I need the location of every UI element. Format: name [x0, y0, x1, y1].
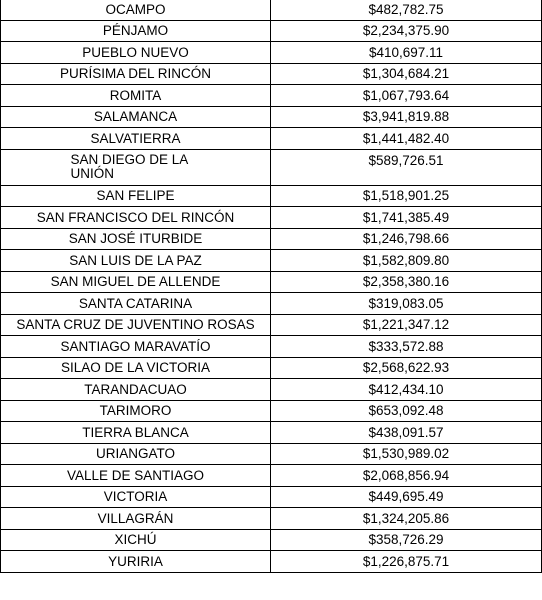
amount-cell: $1,518,901.25 [271, 185, 542, 207]
amount-cell: $1,441,482.40 [271, 128, 542, 150]
table-row [1, 106, 542, 128]
table-row [1, 551, 542, 573]
amount-cell: $1,324,205.86 [271, 508, 542, 530]
municipio-cell: YURIRIA [1, 551, 271, 573]
municipio-cell: SAN MIGUEL DE ALLENDE [1, 271, 271, 293]
municipio-cell: PURÍSIMA DEL RINCÓN [1, 63, 271, 85]
municipio-cell: TIERRA BLANCA [1, 422, 271, 444]
table-row [1, 379, 542, 401]
table-row [1, 85, 542, 107]
amount-cell: $2,068,856.94 [271, 465, 542, 487]
table-row [1, 465, 542, 487]
municipio-cell: TARIMORO [1, 400, 271, 422]
table-row [1, 228, 542, 250]
amount-cell: $412,434.10 [271, 379, 542, 401]
municipio-cell: SALVATIERRA [1, 128, 271, 150]
table-row [1, 529, 542, 551]
amount-cell: $1,246,798.66 [271, 228, 542, 250]
municipio-cell: SANTA CATARINA [1, 293, 271, 315]
table-row [1, 314, 542, 336]
table-row [1, 207, 542, 229]
amount-cell: $438,091.57 [271, 422, 542, 444]
table-row [1, 42, 542, 64]
municipio-cell: SAN FELIPE [1, 185, 271, 207]
municipio-cell: SAN FRANCISCO DEL RINCÓN [1, 207, 271, 229]
municipio-cell: TARANDACUAO [1, 379, 271, 401]
amount-cell: $2,568,622.93 [271, 357, 542, 379]
amount-cell: $1,741,385.49 [271, 207, 542, 229]
amount-cell: $3,941,819.88 [271, 106, 542, 128]
municipio-cell: SANTA CRUZ DE JUVENTINO ROSAS [1, 314, 271, 336]
amount-cell: $1,582,809.80 [271, 250, 542, 272]
table-row [1, 422, 542, 444]
municipio-cell: SILAO DE LA VICTORIA [1, 357, 271, 379]
municipio-cell: VICTORIA [1, 486, 271, 508]
table-row [1, 357, 542, 379]
table-row [1, 185, 542, 207]
amount-cell: $2,234,375.90 [271, 20, 542, 42]
amount-cell: $1,226,875.71 [271, 551, 542, 573]
municipio-cell: XICHÚ [1, 529, 271, 551]
municipio-cell-text: SAN DIEGO DE LA UNIÓN [70, 152, 188, 181]
table-row [1, 486, 542, 508]
municipio-cell: PÉNJAMO [1, 20, 271, 42]
amount-cell: $589,726.51 [271, 149, 542, 185]
amount-cell: $358,726.29 [271, 529, 542, 551]
municipio-cell: SALAMANCA [1, 106, 271, 128]
municipio-cell: SAN JOSÉ ITURBIDE [1, 228, 271, 250]
amount-cell: $449,695.49 [271, 486, 542, 508]
amount-cell: $410,697.11 [271, 42, 542, 64]
table-row [1, 63, 542, 85]
table-row [1, 293, 542, 315]
table-row [1, 0, 542, 20]
municipio-cell: ROMITA [1, 85, 271, 107]
municipio-cell: SANTIAGO MARAVATÍO [1, 336, 271, 358]
amount-cell: $1,530,989.02 [271, 443, 542, 465]
municipio-cell: OCAMPO [1, 0, 271, 20]
table-row [1, 400, 542, 422]
municipio-cell: PUEBLO NUEVO [1, 42, 271, 64]
table-row [1, 443, 542, 465]
table-row [1, 336, 542, 358]
table-row [1, 128, 542, 150]
municipio-cell: VALLE DE SANTIAGO [1, 465, 271, 487]
amount-cell: $1,067,793.64 [271, 85, 542, 107]
table-row [1, 20, 542, 42]
amount-cell: $333,572.88 [271, 336, 542, 358]
amount-cell: $1,304,684.21 [271, 63, 542, 85]
amount-cell: $653,092.48 [271, 400, 542, 422]
amount-cell: $482,782.75 [271, 0, 542, 20]
amount-cell: $2,358,380.16 [271, 271, 542, 293]
table-row [1, 271, 542, 293]
table-row [1, 149, 542, 185]
municipio-cell: URIANGATO [1, 443, 271, 465]
municipio-cell: VILLAGRÁN [1, 508, 271, 530]
municipio-cell [1, 149, 271, 185]
amount-cell: $319,083.05 [271, 293, 542, 315]
table-body [1, 0, 542, 572]
table-row [1, 508, 542, 530]
table-row [1, 250, 542, 272]
municipio-cell: SAN LUIS DE LA PAZ [1, 250, 271, 272]
amount-cell: $1,221,347.12 [271, 314, 542, 336]
